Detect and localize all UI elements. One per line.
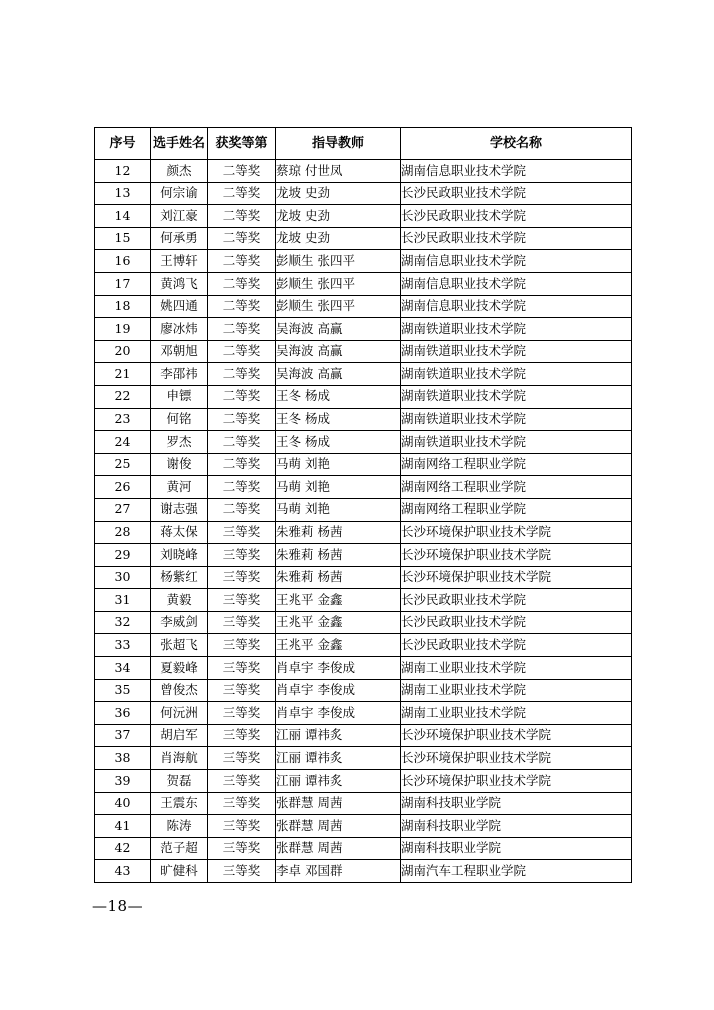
cell-school-name: 湖南铁道职业技术学院 <box>401 340 632 363</box>
cell-index: 34 <box>95 657 151 680</box>
cell-award-level: 三等奖 <box>208 815 276 838</box>
cell-instructor: 王兆平 金鑫 <box>276 611 401 634</box>
cell-award-level: 三等奖 <box>208 724 276 747</box>
cell-contestant-name: 陈涛 <box>151 815 208 838</box>
cell-index: 41 <box>95 815 151 838</box>
cell-school-name: 长沙民政职业技术学院 <box>401 634 632 657</box>
cell-index: 20 <box>95 340 151 363</box>
cell-index: 28 <box>95 521 151 544</box>
cell-school-name: 湖南铁道职业技术学院 <box>401 408 632 431</box>
cell-school-name: 湖南信息职业技术学院 <box>401 272 632 295</box>
cell-school-name: 湖南科技职业学院 <box>401 815 632 838</box>
cell-school-name: 长沙民政职业技术学院 <box>401 227 632 250</box>
cell-award-level: 二等奖 <box>208 160 276 183</box>
table-row <box>95 363 632 386</box>
cell-award-level: 二等奖 <box>208 476 276 499</box>
cell-award-level: 二等奖 <box>208 227 276 250</box>
cell-school-name: 湖南工业职业技术学院 <box>401 657 632 680</box>
cell-award-level: 三等奖 <box>208 544 276 567</box>
cell-index: 12 <box>95 160 151 183</box>
cell-school-name: 长沙环境保护职业技术学院 <box>401 747 632 770</box>
cell-school-name: 长沙民政职业技术学院 <box>401 589 632 612</box>
table-row <box>95 544 632 567</box>
table-row <box>95 250 632 273</box>
cell-instructor: 肖卓宇 李俊成 <box>276 679 401 702</box>
cell-school-name: 湖南工业职业技术学院 <box>401 679 632 702</box>
cell-contestant-name: 何承勇 <box>151 227 208 250</box>
cell-award-level: 二等奖 <box>208 295 276 318</box>
table-body <box>95 160 632 883</box>
cell-index: 29 <box>95 544 151 567</box>
cell-school-name: 长沙民政职业技术学院 <box>401 611 632 634</box>
cell-contestant-name: 何沅洲 <box>151 702 208 725</box>
cell-contestant-name: 肖海航 <box>151 747 208 770</box>
table-row <box>95 792 632 815</box>
cell-instructor: 彭顺生 张四平 <box>276 250 401 273</box>
cell-index: 16 <box>95 250 151 273</box>
cell-instructor: 张群慧 周茜 <box>276 815 401 838</box>
table-row <box>95 408 632 431</box>
cell-contestant-name: 王震东 <box>151 792 208 815</box>
table-row <box>95 498 632 521</box>
table-row <box>95 724 632 747</box>
cell-contestant-name: 曾俊杰 <box>151 679 208 702</box>
table-row <box>95 318 632 341</box>
table-row <box>95 205 632 228</box>
cell-index: 31 <box>95 589 151 612</box>
cell-award-level: 三等奖 <box>208 747 276 770</box>
cell-instructor: 马萌 刘艳 <box>276 476 401 499</box>
cell-instructor: 江丽 谭祎炙 <box>276 724 401 747</box>
cell-contestant-name: 何铭 <box>151 408 208 431</box>
cell-award-level: 三等奖 <box>208 634 276 657</box>
cell-school-name: 长沙环境保护职业技术学院 <box>401 724 632 747</box>
cell-instructor: 吴海波 高赢 <box>276 340 401 363</box>
table-row <box>95 182 632 205</box>
cell-award-level: 二等奖 <box>208 408 276 431</box>
cell-school-name: 湖南网络工程职业学院 <box>401 453 632 476</box>
cell-instructor: 龙坡 史劲 <box>276 182 401 205</box>
cell-award-level: 三等奖 <box>208 589 276 612</box>
cell-school-name: 湖南信息职业技术学院 <box>401 295 632 318</box>
cell-award-level: 二等奖 <box>208 453 276 476</box>
cell-contestant-name: 范子超 <box>151 837 208 860</box>
cell-school-name: 湖南网络工程职业学院 <box>401 476 632 499</box>
table-row <box>95 611 632 634</box>
cell-award-level: 二等奖 <box>208 318 276 341</box>
cell-award-level: 二等奖 <box>208 182 276 205</box>
cell-instructor: 肖卓宇 李俊成 <box>276 702 401 725</box>
table-header-row <box>95 128 632 160</box>
cell-award-level: 三等奖 <box>208 679 276 702</box>
cell-index: 18 <box>95 295 151 318</box>
cell-school-name: 湖南铁道职业技术学院 <box>401 363 632 386</box>
cell-award-level: 二等奖 <box>208 272 276 295</box>
cell-instructor: 吴海波 高赢 <box>276 363 401 386</box>
table-row <box>95 431 632 454</box>
cell-award-level: 三等奖 <box>208 611 276 634</box>
cell-instructor: 龙坡 史劲 <box>276 205 401 228</box>
cell-contestant-name: 黄鸿飞 <box>151 272 208 295</box>
cell-instructor: 马萌 刘艳 <box>276 453 401 476</box>
cell-contestant-name: 张超飞 <box>151 634 208 657</box>
cell-instructor: 江丽 谭祎炙 <box>276 747 401 770</box>
table-row <box>95 702 632 725</box>
cell-contestant-name: 谢志强 <box>151 498 208 521</box>
cell-contestant-name: 夏毅峰 <box>151 657 208 680</box>
table-row <box>95 860 632 883</box>
table-row <box>95 747 632 770</box>
cell-contestant-name: 黄河 <box>151 476 208 499</box>
header-instructor: 指导教师 <box>276 128 401 160</box>
cell-award-level: 三等奖 <box>208 566 276 589</box>
cell-index: 27 <box>95 498 151 521</box>
cell-award-level: 三等奖 <box>208 837 276 860</box>
cell-award-level: 三等奖 <box>208 657 276 680</box>
table-row <box>95 657 632 680</box>
cell-school-name: 长沙民政职业技术学院 <box>401 182 632 205</box>
cell-instructor: 龙坡 史劲 <box>276 227 401 250</box>
cell-instructor: 王冬 杨成 <box>276 408 401 431</box>
cell-contestant-name: 李威剑 <box>151 611 208 634</box>
cell-award-level: 三等奖 <box>208 521 276 544</box>
cell-contestant-name: 贺磊 <box>151 770 208 793</box>
header-contestant-name: 选手姓名 <box>151 128 208 160</box>
cell-contestant-name: 姚四通 <box>151 295 208 318</box>
cell-contestant-name: 李邵祎 <box>151 363 208 386</box>
cell-school-name: 湖南科技职业学院 <box>401 792 632 815</box>
cell-instructor: 李卓 邓国群 <box>276 860 401 883</box>
cell-index: 24 <box>95 431 151 454</box>
header-school-name: 学校名称 <box>401 128 632 160</box>
table-row <box>95 340 632 363</box>
page-number: —18— <box>92 897 144 915</box>
cell-contestant-name: 颜杰 <box>151 160 208 183</box>
cell-school-name: 湖南铁道职业技术学院 <box>401 318 632 341</box>
cell-index: 14 <box>95 205 151 228</box>
cell-award-level: 二等奖 <box>208 363 276 386</box>
cell-contestant-name: 刘江豪 <box>151 205 208 228</box>
cell-award-level: 三等奖 <box>208 702 276 725</box>
cell-contestant-name: 胡启军 <box>151 724 208 747</box>
cell-index: 13 <box>95 182 151 205</box>
cell-index: 39 <box>95 770 151 793</box>
table-row <box>95 227 632 250</box>
cell-award-level: 三等奖 <box>208 792 276 815</box>
cell-instructor: 王兆平 金鑫 <box>276 634 401 657</box>
cell-instructor: 王冬 杨成 <box>276 431 401 454</box>
cell-award-level: 三等奖 <box>208 770 276 793</box>
cell-instructor: 朱雅莉 杨茜 <box>276 544 401 567</box>
cell-contestant-name: 谢俊 <box>151 453 208 476</box>
cell-instructor: 朱雅莉 杨茜 <box>276 521 401 544</box>
cell-contestant-name: 王博轩 <box>151 250 208 273</box>
cell-instructor: 彭顺生 张四平 <box>276 295 401 318</box>
cell-index: 32 <box>95 611 151 634</box>
cell-index: 40 <box>95 792 151 815</box>
table-row <box>95 815 632 838</box>
cell-award-level: 三等奖 <box>208 860 276 883</box>
cell-school-name: 湖南工业职业技术学院 <box>401 702 632 725</box>
cell-school-name: 长沙环境保护职业技术学院 <box>401 521 632 544</box>
cell-index: 15 <box>95 227 151 250</box>
header-award-level: 获奖等第 <box>208 128 276 160</box>
cell-school-name: 长沙环境保护职业技术学院 <box>401 770 632 793</box>
cell-instructor: 马萌 刘艳 <box>276 498 401 521</box>
cell-instructor: 吴海波 高赢 <box>276 318 401 341</box>
cell-school-name: 湖南网络工程职业学院 <box>401 498 632 521</box>
cell-instructor: 肖卓宇 李俊成 <box>276 657 401 680</box>
cell-index: 22 <box>95 385 151 408</box>
cell-contestant-name: 刘晓峰 <box>151 544 208 567</box>
table-row <box>95 453 632 476</box>
cell-index: 42 <box>95 837 151 860</box>
cell-index: 35 <box>95 679 151 702</box>
cell-index: 21 <box>95 363 151 386</box>
cell-instructor: 王兆平 金鑫 <box>276 589 401 612</box>
table-row <box>95 589 632 612</box>
cell-index: 43 <box>95 860 151 883</box>
cell-contestant-name: 旷健科 <box>151 860 208 883</box>
cell-contestant-name: 廖冰炜 <box>151 318 208 341</box>
table-row <box>95 295 632 318</box>
table-row <box>95 837 632 860</box>
table-row <box>95 476 632 499</box>
cell-school-name: 长沙民政职业技术学院 <box>401 205 632 228</box>
cell-contestant-name: 罗杰 <box>151 431 208 454</box>
cell-contestant-name: 杨紫红 <box>151 566 208 589</box>
cell-index: 36 <box>95 702 151 725</box>
cell-instructor: 蔡琼 付世凤 <box>276 160 401 183</box>
cell-index: 30 <box>95 566 151 589</box>
table-row <box>95 385 632 408</box>
cell-award-level: 二等奖 <box>208 431 276 454</box>
cell-school-name: 长沙环境保护职业技术学院 <box>401 544 632 567</box>
cell-award-level: 二等奖 <box>208 385 276 408</box>
cell-contestant-name: 黄毅 <box>151 589 208 612</box>
cell-award-level: 二等奖 <box>208 205 276 228</box>
cell-index: 17 <box>95 272 151 295</box>
cell-instructor: 彭顺生 张四平 <box>276 272 401 295</box>
table-row <box>95 566 632 589</box>
cell-award-level: 二等奖 <box>208 498 276 521</box>
table-row <box>95 272 632 295</box>
header-index: 序号 <box>95 128 151 160</box>
cell-index: 26 <box>95 476 151 499</box>
cell-school-name: 湖南信息职业技术学院 <box>401 250 632 273</box>
table-row <box>95 521 632 544</box>
cell-index: 25 <box>95 453 151 476</box>
cell-school-name: 长沙环境保护职业技术学院 <box>401 566 632 589</box>
cell-index: 33 <box>95 634 151 657</box>
cell-school-name: 湖南信息职业技术学院 <box>401 160 632 183</box>
cell-award-level: 二等奖 <box>208 250 276 273</box>
table-row <box>95 679 632 702</box>
cell-index: 19 <box>95 318 151 341</box>
cell-instructor: 江丽 谭祎炙 <box>276 770 401 793</box>
cell-index: 37 <box>95 724 151 747</box>
cell-instructor: 张群慧 周茜 <box>276 837 401 860</box>
cell-school-name: 湖南铁道职业技术学院 <box>401 385 632 408</box>
cell-school-name: 湖南科技职业学院 <box>401 837 632 860</box>
cell-index: 38 <box>95 747 151 770</box>
cell-award-level: 二等奖 <box>208 340 276 363</box>
cell-school-name: 湖南汽车工程职业学院 <box>401 860 632 883</box>
cell-contestant-name: 邓朝旭 <box>151 340 208 363</box>
cell-school-name: 湖南铁道职业技术学院 <box>401 431 632 454</box>
cell-instructor: 朱雅莉 杨茜 <box>276 566 401 589</box>
table-row <box>95 770 632 793</box>
table-row <box>95 634 632 657</box>
cell-index: 23 <box>95 408 151 431</box>
cell-contestant-name: 何宗谕 <box>151 182 208 205</box>
cell-contestant-name: 蒋太保 <box>151 521 208 544</box>
award-table <box>94 127 632 883</box>
cell-contestant-name: 申镖 <box>151 385 208 408</box>
cell-instructor: 张群慧 周茜 <box>276 792 401 815</box>
cell-instructor: 王冬 杨成 <box>276 385 401 408</box>
table-row <box>95 160 632 183</box>
